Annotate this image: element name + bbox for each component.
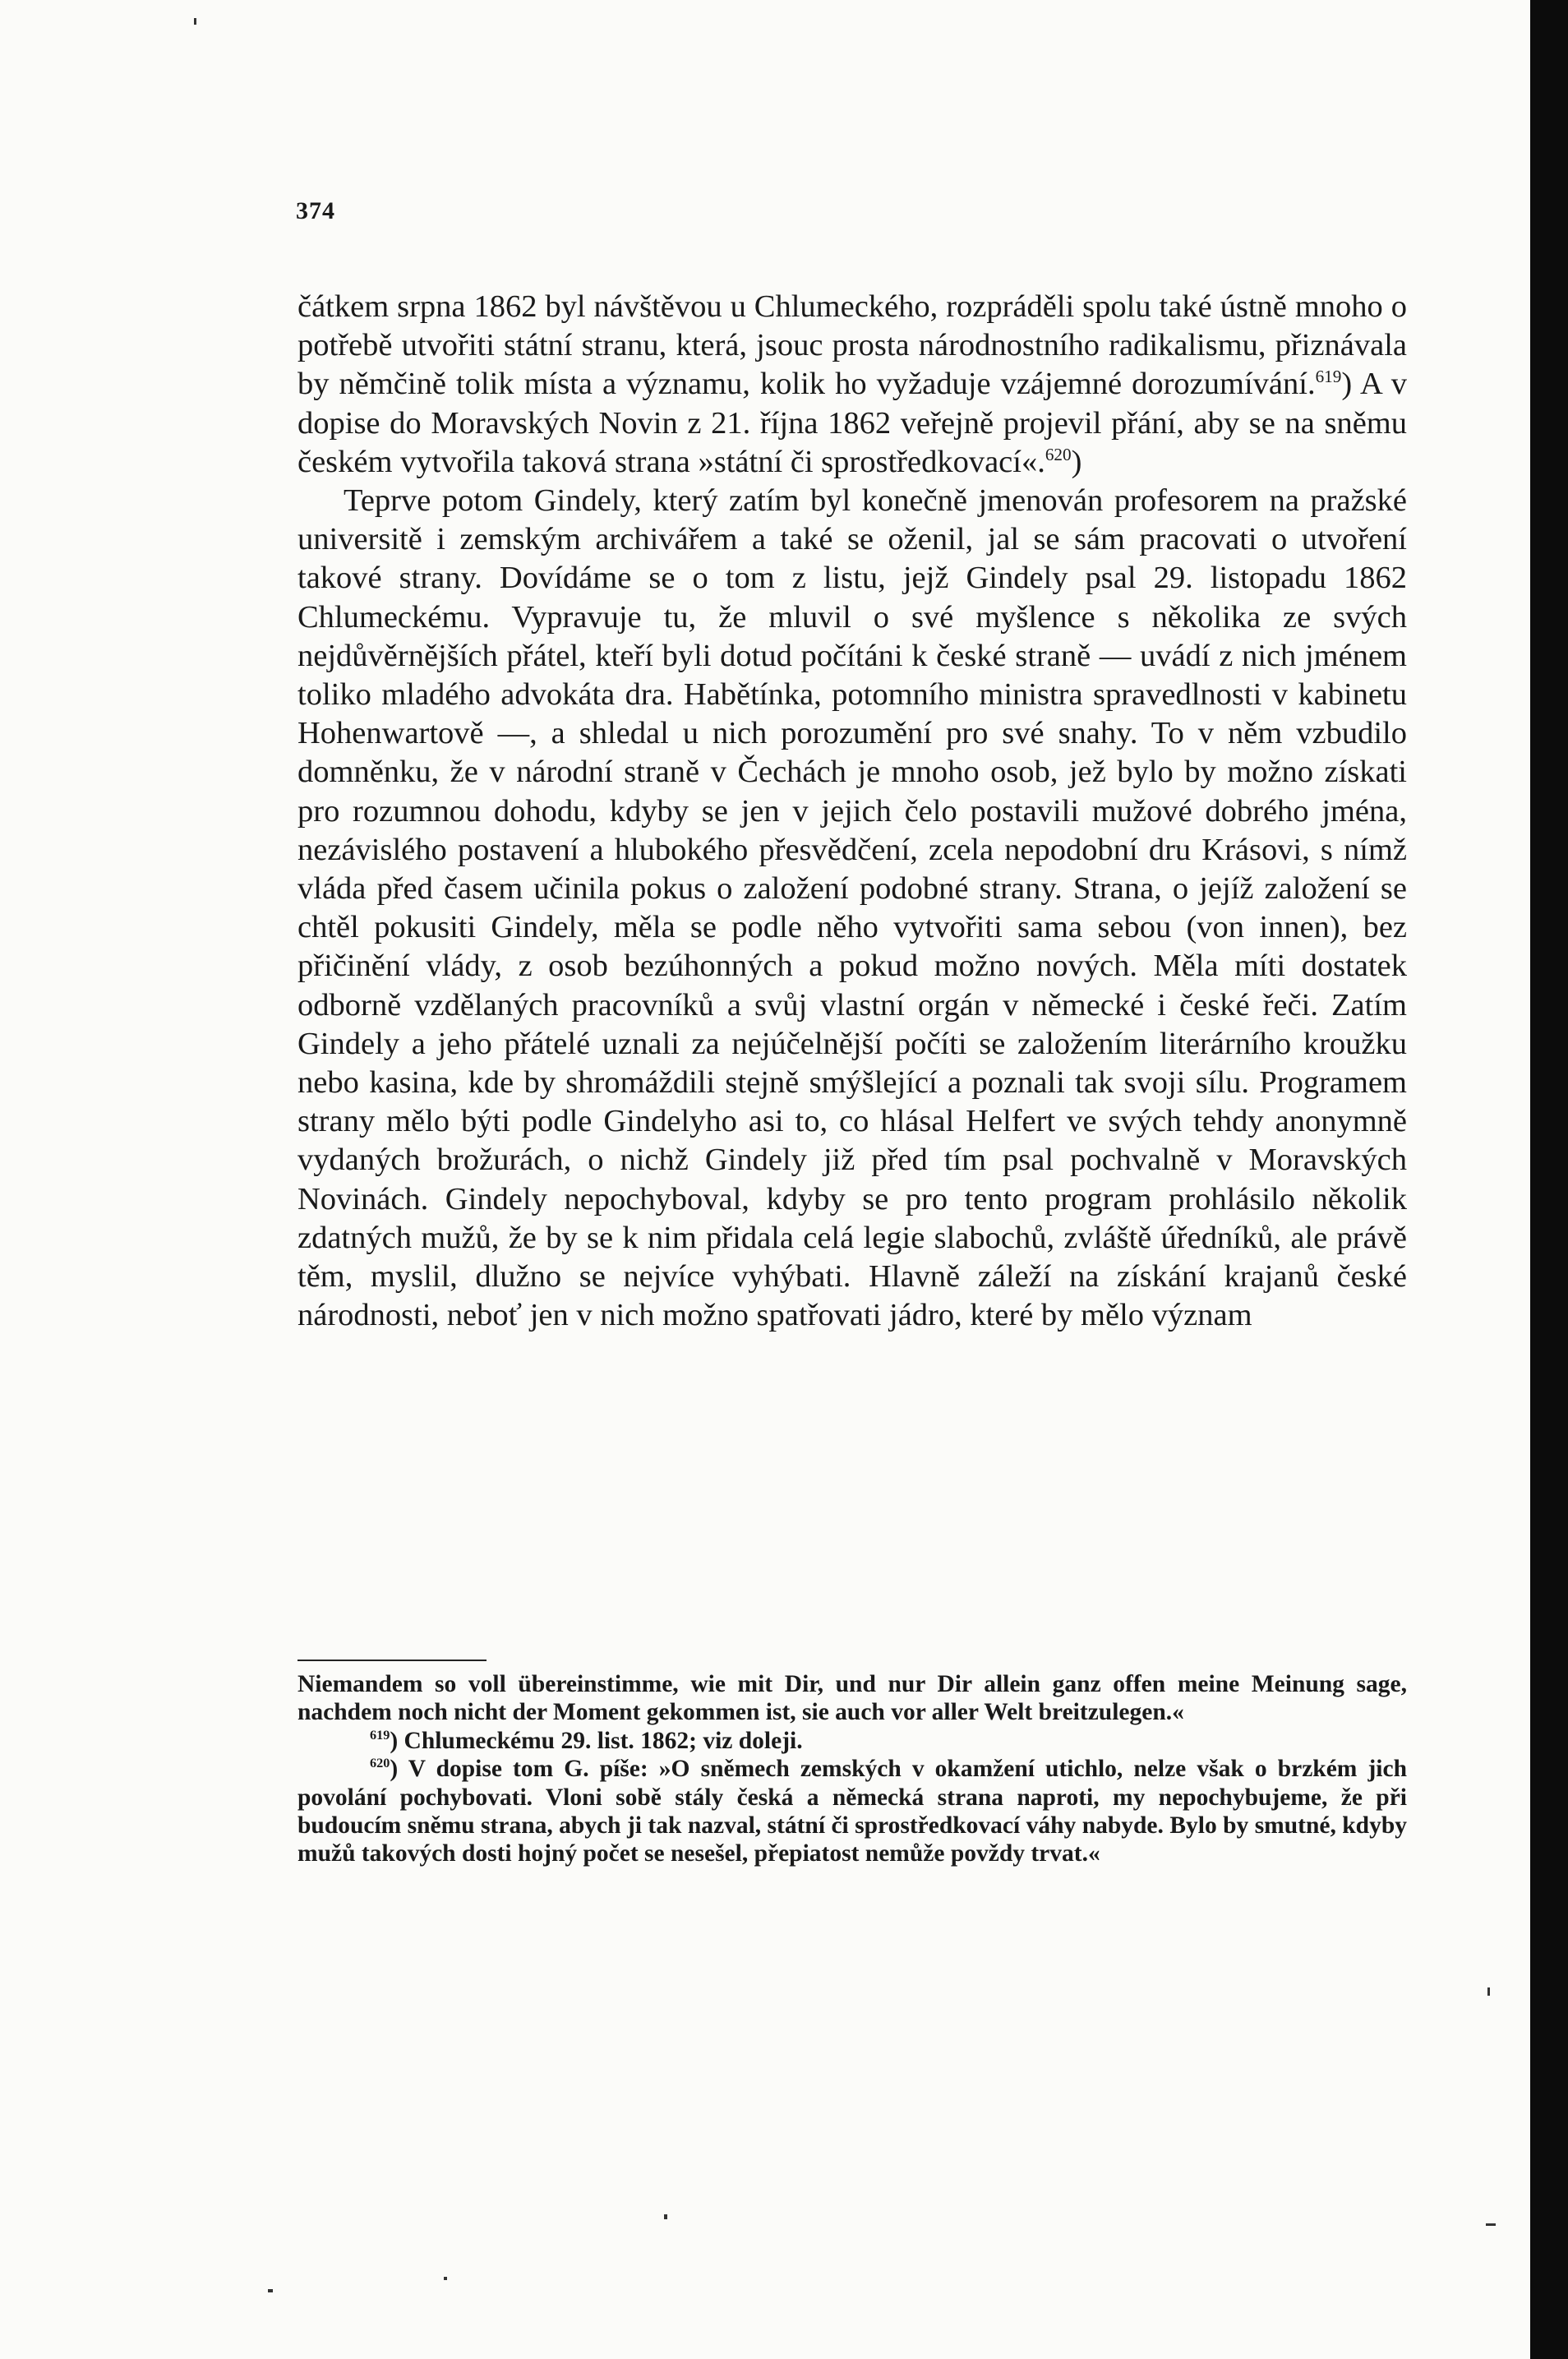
main-text [297, 288, 1407, 1335]
footnote-620-text: ) V dopise tom G. píše: »O sněmech zemských v okamžení utichlo, nelze však o brzkém jich povolání pochybovati. Vloni sobě stály česká a německá strana naproti, my nepochybujeme, že při budoucím sněmu strana, abych ji tak nazval, státní či sprostředkovací váhy nabyde. Bylo by smutné, kdyby mužů takových dosti hojný počet se nesešel, přepiatost nemůže povždy trvat.« [297, 1756, 1407, 1867]
footnote-marker-620: 620 [370, 1756, 390, 1771]
scan-speck [664, 2214, 667, 2219]
scan-speck [444, 2277, 447, 2280]
page-number: 374 [296, 197, 335, 224]
scan-speck [268, 2289, 273, 2292]
paragraph-1-text-after: ) [1071, 444, 1082, 479]
footnote-619 [297, 1727, 1407, 1755]
note-reference-619[interactable]: 619 [1315, 367, 1342, 387]
footnote-divider [297, 1660, 487, 1661]
paragraph-1-text-middle: ) A v dopise do Moravských Novin z 21. října 1862 veřejně projevil přání, aby se na sněmu českém vytvořila taková strana »státní či sprostředkovací«. [297, 367, 1407, 479]
paragraph-2: Teprve potom Gindely, který zatím byl konečně jmenován profesorem na pražské universitě i zemským archivářem a také se oženil, jal se sám pracovati o utvoření takové strany. Dovídáme se o tom z listu, jejž Gindely psal 29. listopadu 1862 Chlumeckému. Vypravuje tu, že mluvil o své myšlence s několika ze svých nejdůvěrnějších přátel, kteří byli dotud počítáni k české straně — uvádí z nich jménem toliko mladého advokáta dra. Habětínka, potomního ministra spravedlnosti v kabinetu Hohenwartově —, a shledal u nich porozumění pro své snahy. To v něm vzbudilo domněnku, že v národní straně v Čechách je mnoho osob, jež bylo by možno získati pro rozumnou dohodu, kdyby se jen v jejich čelo postavili mužové dobrého jména, nezávislého postavení a hlubokého přesvědčení, zcela nepodobní dru Krásovi, s nímž vláda před časem učinila pokus o založení podobné strany. Strana, o jejíž založení se chtěl pokusiti Gindely, měla se podle něho vytvořiti sama sebou (von innen), bez přičinění vlády, z osob bezúhonných a pokud možno nových. Měla míti dostatek odborně vzdělaných pracovníků a svůj vlastní orgán v německé i české řeči. Zatím Gindely a jeho přátelé uznali za nejúčelnější počíti se založením literárního kroužku nebo kasina, kde by shromáždili stejně smýšlející a poznali tak svoji sílu. Programem strany mělo býti podle Gindelyho asi to, co hlásal Helfert ve svých tehdy anonymně vydaných brožurách, o nichž Gindely již před tím psal pochvalně v Moravských Novinách. Gindely nepochyboval, kdyby se pro tento program prohlásilo několik zdatných mužů, že by se k nim přidala celá legie slabochů, zvláště úředníků, ale právě těm, myslil, dlužno se nejvíce vyhýbati. Hlavně záleží na získání krajanů české národnosti, neboť jen v nich možno spatřovati jádro, které by mělo význam [297, 483, 1407, 1333]
scan-speck [1486, 2223, 1496, 2226]
footnotes [297, 1670, 1407, 1868]
scan-edge [1530, 0, 1568, 2359]
note-reference-620[interactable]: 620 [1045, 444, 1072, 464]
scan-speck [1487, 1987, 1490, 1996]
footnote-619-text: ) Chlumeckému 29. list. 1862; viz doleji. [390, 1727, 803, 1754]
footnote-marker-619: 619 [370, 1727, 390, 1743]
footnote-620 [297, 1755, 1407, 1868]
footnote-continuation: Niemandem so voll übereinstimme, wie mit Dir, und nur Dir allein ganz offen meine Meinung sage, nachdem noch nicht der Moment gekommen ist, sie auch vor aller Welt breitzulegen.« [297, 1671, 1407, 1726]
scan-speck [194, 18, 196, 25]
paragraph-1-text-before: čátkem srpna 1862 byl návštěvou u Chlumeckého, rozpráděli spolu také ústně mnoho o potřebě utvořiti státní stranu, která, jsouc prosta národnostního radikalismu, přiznávala by němčině tolik místa a významu, kolik ho vyžaduje vzájemné dorozumívání. [297, 289, 1407, 402]
paragraph-1 [297, 288, 1407, 482]
